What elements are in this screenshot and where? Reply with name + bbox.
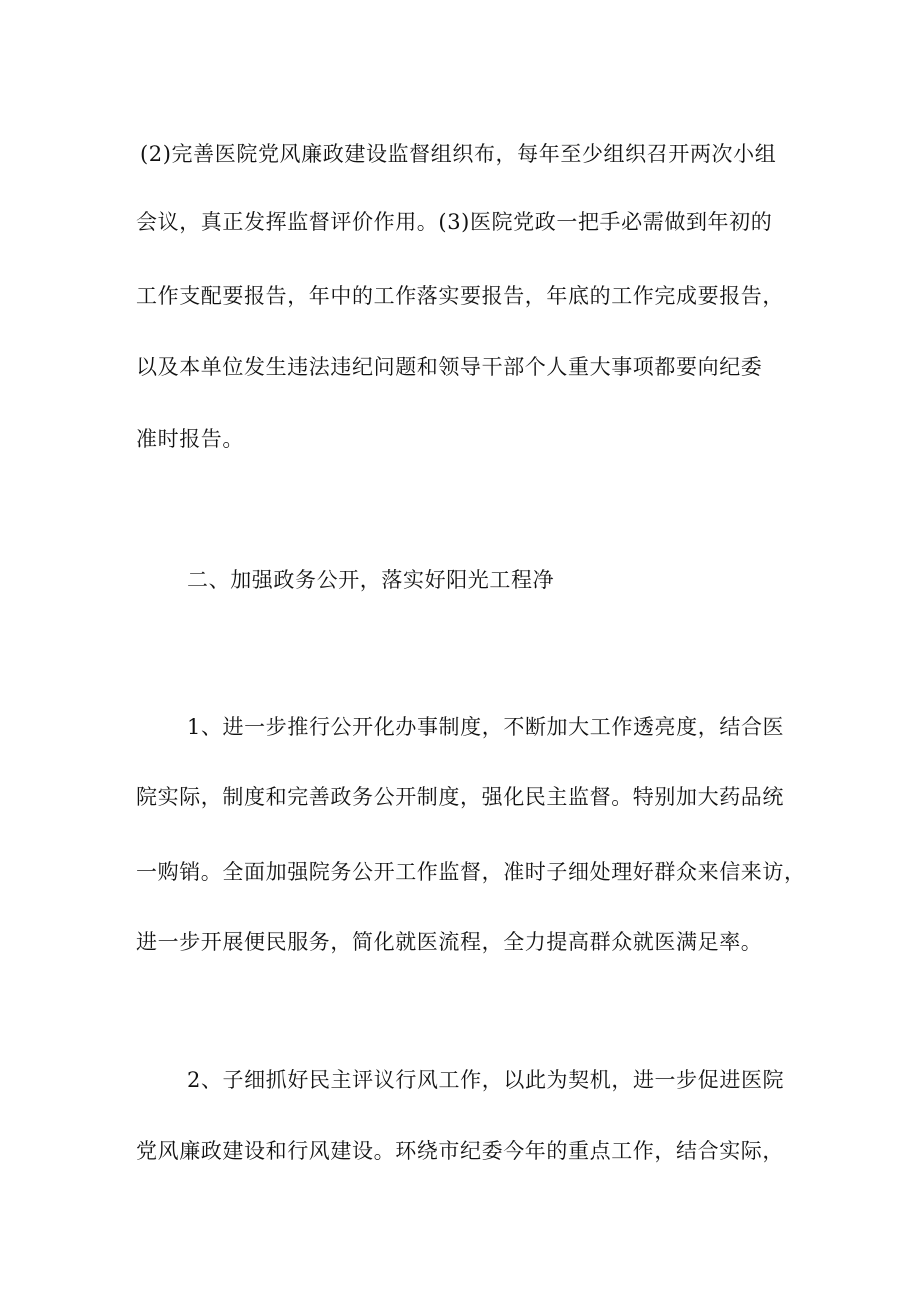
- paragraph-1-line-5: 准时报告。: [136, 427, 244, 451]
- paragraph-3-line-2: 党风廉政建设和行风建设。环绕市纪委今年的重点工作，结合实际，: [136, 1139, 784, 1163]
- paragraph-1-line-3: 工作支配要报告，年中的工作落实要报告，年底的工作完成要报告，: [136, 284, 784, 308]
- paragraph-2-line-3: 一购销。全面加强院务公开工作监督，准时子细处理好群众来信来访，: [136, 860, 806, 884]
- paragraph-3-line-1: 2、子细抓好民主评议行风工作，以此为契机，进一步促进医院: [187, 1068, 785, 1092]
- paragraph-2-line-2: 院实际，制度和完善政务公开制度，强化民主监督。特别加大药品统: [136, 785, 784, 809]
- paragraph-2-line-4: 进一步开展便民服务，简化就医流程，全力提高群众就医满足率。: [136, 930, 763, 954]
- paragraph-1-line-4: 以及本单位发生违法违纪问题和领导干部个人重大事项都要向纪委: [136, 355, 763, 379]
- section-heading: 二、加强政务公开，落实好阳光工程净: [187, 568, 555, 592]
- paragraph-2-line-1: 1、进一步推行公开化办事制度，不断加大工作透亮度，结合医: [187, 715, 785, 739]
- paragraph-1-line-1: (2)完善医院党风廉政建设监督组织布，每年至少组织召开两次小组: [140, 142, 777, 166]
- paragraph-1-line-2: 会议，真正发挥监督评价作用。(3)医院党政一把手必需做到年初的: [136, 210, 773, 234]
